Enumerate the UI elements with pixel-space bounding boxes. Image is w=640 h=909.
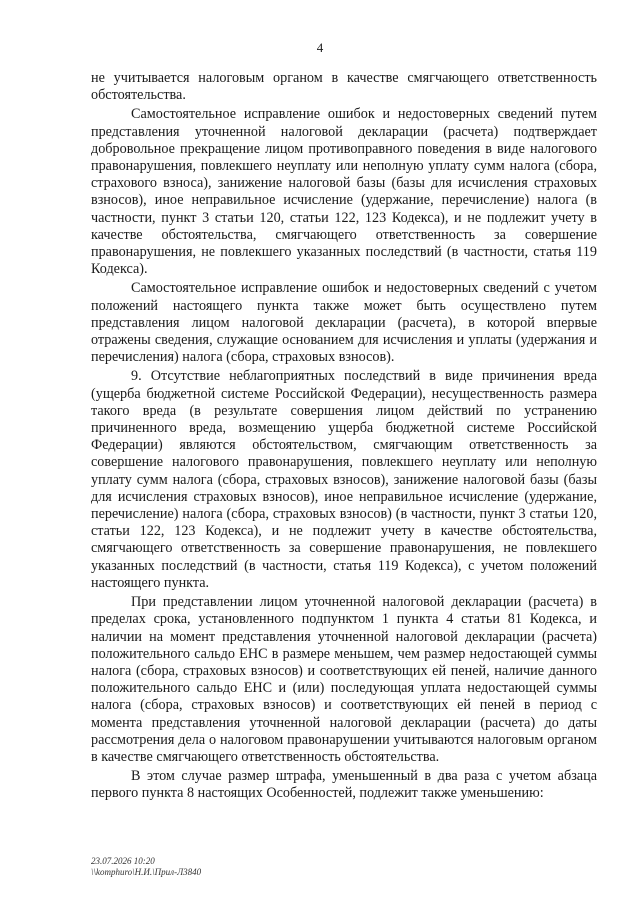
- paragraph: Самостоятельное исправление ошибок и недостоверных сведений с учетом положений настоящего пункта также может быть осуществлено путем представления лицом налоговой декларации (расчета), в которой впервые отражены сведения, служащие основанием для исчисления и уплаты (удержания и перечисления) налога (сбора, страховых взносов).: [91, 280, 597, 366]
- footer-date: 23.07.2026 10:20: [91, 856, 155, 866]
- paragraph: При представлении лицом уточненной налоговой декларации (расчета) в пределах срока, установленного подпунктом 1 пункта 4 статьи 81 Кодекса, и наличии на момент представления уточненной налоговой декларации (расчета) положительного сальдо ЕНС в размере меньшем, чем размер недостающей суммы налога (сбора, страховых взносов) и соответствующих ей пеней, наличие данного положительного сальдо ЕНС и (или) последующая уплата недостающей суммы налога (сбора, страховых взносов) и соответствующих ей пеней в период с момента представления уточненной налоговой декларации (расчета) до даты рассмотрения дела о налоговом правонарушении учитываются налоговым органом в качестве смягчающего ответственность обстоятельства.: [91, 594, 597, 765]
- footer-file-path: \\komphuro\Н.И.\Прил-Л3840: [91, 867, 202, 877]
- document-body: [91, 70, 597, 805]
- page-number: 4: [316, 40, 324, 55]
- paragraph: 9. Отсутствие неблагоприятных последствий в виде причинения вреда (ущерба бюджетной системе Российской Федерации), несущественность размера такого вреда (в результате совершения лицом действий по устранению причиненного вреда, возмещению ущерба бюджетной системе Российской Федерации) являются обстоятельством, смягчающим ответственность за совершение налогового правонарушения, повлекшего неуплату или неполную уплату сумм налога (сбора, страховых взносов), занижение налоговой базы (базы для исчисления страховых взносов), иное неправильное исчисление (удержание, перечисление) налога (сбора, страховых взносов) (в частности, пункт 3 статьи 120, статьи 122, 123 Кодекса), и не подлежит учету в качестве обстоятельства, смягчающего ответственность за совершение правонарушения, не повлекшего указанных последствий (в частности, статья 119 Кодекса), с учетом положений настоящего пункта.: [91, 368, 597, 591]
- paragraph: не учитывается налоговым органом в качестве смягчающего ответственность обстоятельства.: [91, 70, 597, 104]
- paragraph: В этом случае размер штрафа, уменьшенный в два раза с учетом абзаца первого пункта 8 настоящих Особенностей, подлежит также уменьшению:: [91, 768, 597, 802]
- document-footer: [91, 856, 201, 878]
- paragraph: Самостоятельное исправление ошибок и недостоверных сведений путем представления уточненной налоговой декларации (расчета) подтверждает добровольное прекращение лицом противоправного поведения в виде налогового правонарушения, повлекшего неуплату или неполную уплату сумм налога (сбора, страхового взноса), занижение налоговой базы (базы для исчисления страховых взносов), иное неправильное исчисление (удержание, перечисление) налога (в частности, пункт 3 статьи 120, статьи 122, 123 Кодекса), и не подлежит учету в качестве обстоятельства, смягчающего ответственность за совершение правонарушения, не повлекшего указанных последствий (в частности, статья 119 Кодекса).: [91, 106, 597, 278]
